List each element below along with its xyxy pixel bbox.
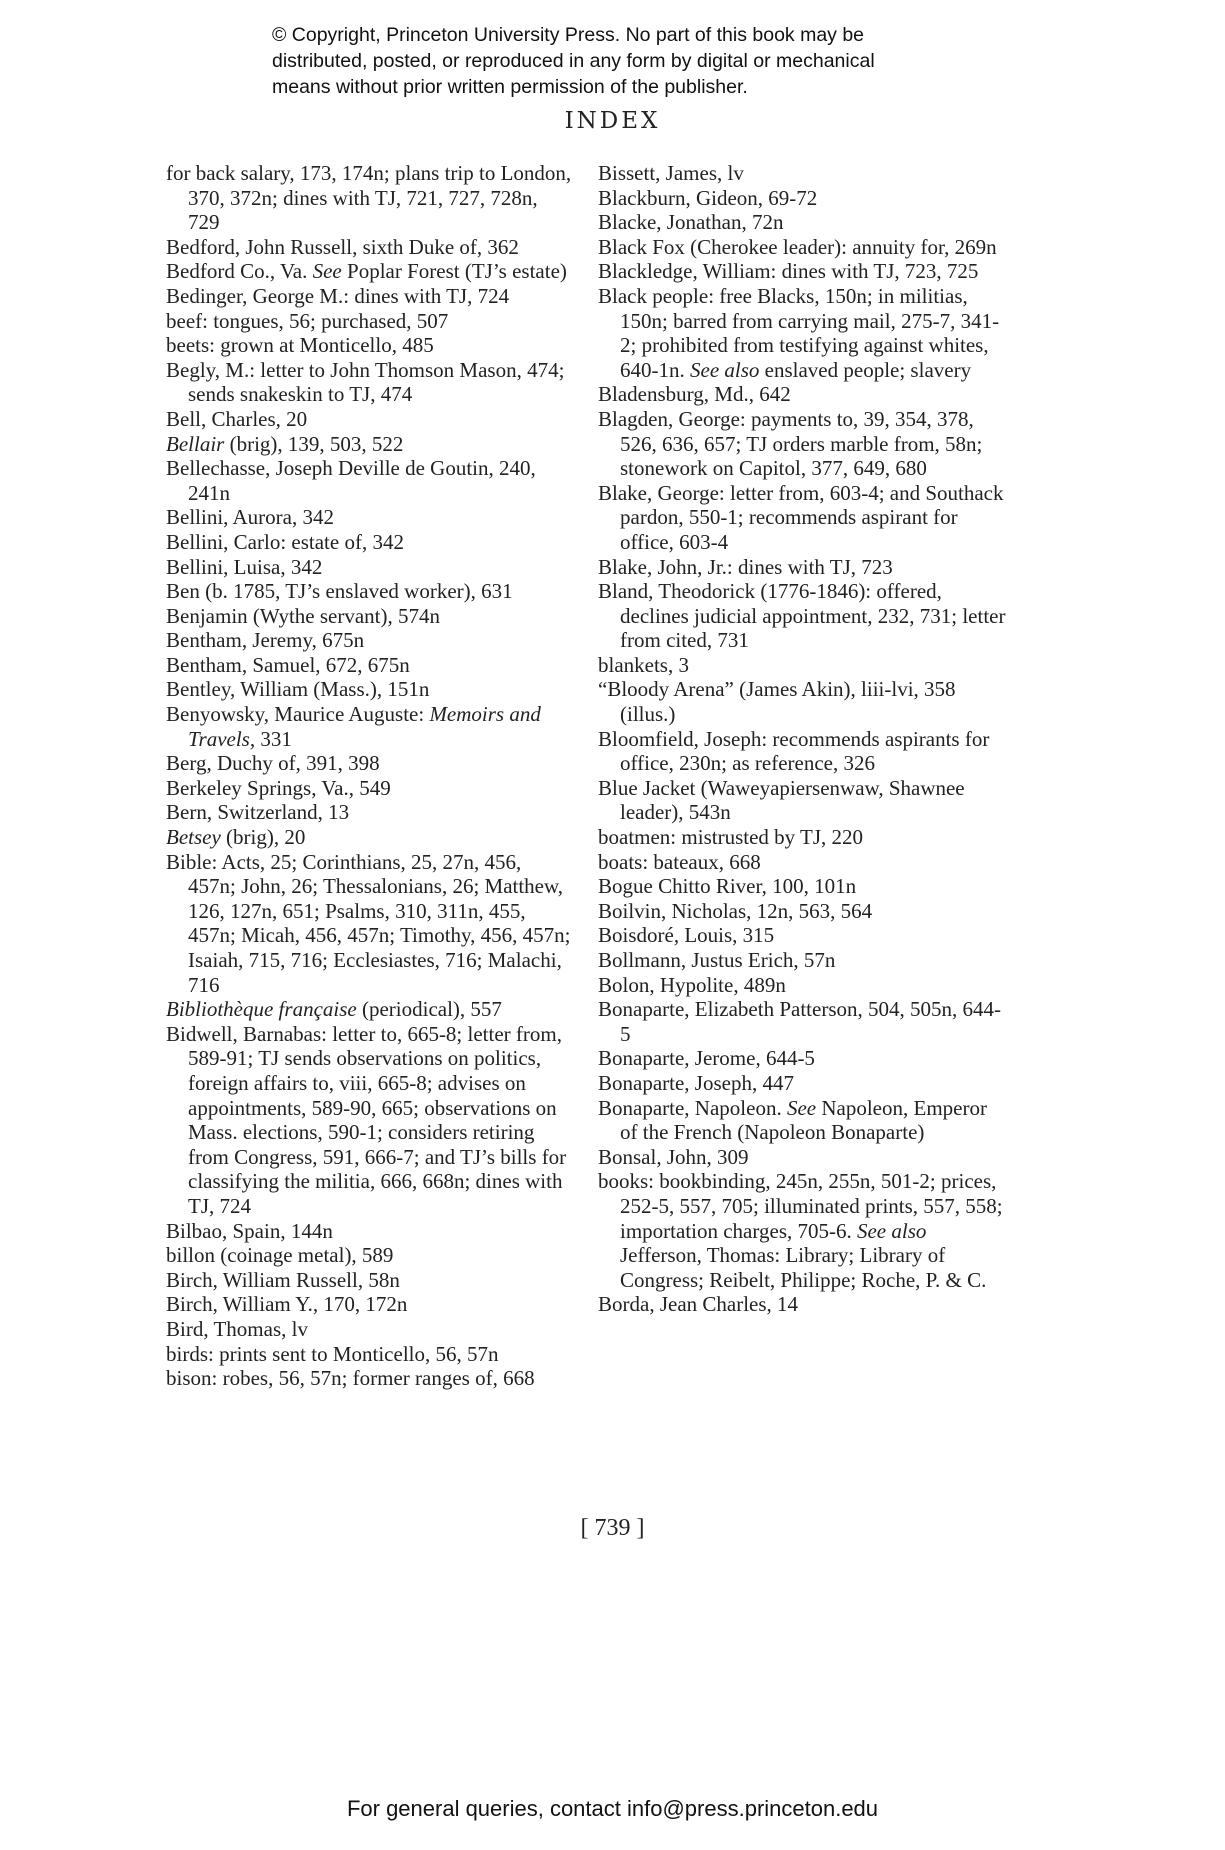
index-entry: Blake, John, Jr.: dines with TJ, 723 [598,554,893,579]
index-entry: Black Fox (Cherokee leader): annuity for, 269n [598,234,997,259]
index-entry: Benyowsky, Maurice Auguste: Memoirs and Travels, 331 [166,702,541,751]
index-entry: Bird, Thomas, lv [166,1316,308,1341]
index-entry: Bellair (brig), 139, 503, 522 [166,431,404,456]
italic-text: Bellair [166,431,225,456]
index-entry: Bilbao, Spain, 144n [166,1218,333,1243]
italic-text: Bibliothèque française [166,997,357,1022]
index-entry: Berg, Duchy of, 391, 398 [166,751,380,776]
copyright-notice [272,22,972,100]
index-entry: Bellini, Luisa, 342 [166,554,323,579]
italic-text: See also [690,357,760,382]
page-number: [ 739 ] [580,1515,645,1541]
index-entry: Ben (b. 1785, TJ’s enslaved worker), 631 [166,579,513,604]
index-entry: Blackburn, Gideon, 69-72 [598,185,818,210]
index-entry: Bentham, Samuel, 672, 675n [166,652,410,677]
index-entry: Bell, Charles, 20 [166,406,308,431]
index-entry: Bissett, James, lv [598,161,744,185]
index-entry: Bonsal, John, 309 [598,1144,749,1169]
index-entry: Birch, William Russell, 58n [166,1267,400,1292]
copyright-line: distributed, posted, or reproduced in any form by digital or mechanical [272,50,875,72]
index-entry: Bonaparte, Napoleon. See Napoleon, Emperor of the French (Napoleon Bonaparte) [598,1095,987,1145]
index-entry: Bedford Co., Va. See Poplar Forest (TJ’s estate) [166,259,567,284]
index-entry: Bellini, Carlo: estate of, 342 [166,529,404,554]
index-entry: Boilvin, Nicholas, 12n, 563, 564 [598,898,873,923]
index-entry: boatmen: mistrusted by TJ, 220 [598,825,864,850]
index-entry: Bible: Acts, 25; Corinthians, 25, 27n, 456, 457n; John, 26; Thessalonians, 26; Matthew, 126, 127n, 651; Psalms, 310, 311n, 455, 457n; Micah, 456, 457n; Timothy, 456, 457n; Isaiah, 715, 716; Ecclesiastes, 716; Malachi, 716 [166,849,571,997]
index-entry: Birch, William Y., 170, 172n [166,1292,408,1317]
index-entry: Bollmann, Justus Erich, 57n [598,948,836,972]
index-entry: Bloomfield, Joseph: recommends aspirants for office, 230n; as reference, 326 [598,726,990,776]
italic-text: See also [856,1218,927,1243]
index-entry: Bolon, Hypolite, 489n [598,972,786,997]
index-entry: “Bloody Arena” (James Akin), liii-lvi, 358 (illus.) [598,677,956,727]
index-entry: Bonaparte, Elizabeth Patterson, 504, 505n, 644-5 [598,997,1001,1046]
index-entry: Blackledge, William: dines with TJ, 723, 725 [598,259,979,284]
page-header: INDEX [564,108,661,134]
index-entry: Blue Jacket (Waweyapiersenwaw, Shawnee leader), 543n [598,775,965,825]
index-entry: Begly, M.: letter to John Thomson Mason, 474; sends snakeskin to TJ, 474 [166,357,565,407]
index-entry: Bedinger, George M.: dines with TJ, 724 [166,283,510,308]
index-entry: blankets, 3 [598,652,689,677]
index-entry: Bonaparte, Jerome, 644-5 [598,1046,815,1071]
italic-text: Memoirs and Travels, [188,702,541,751]
copyright-line: © Copyright, Princeton University Press. No part of this book may be [272,24,865,46]
index-entry: Bellechasse, Joseph Deville de Goutin, 240, 241n [166,456,536,505]
index-entry: Blagden, George: payments to, 39, 354, 378, 526, 636, 657; TJ orders marble from, 58n; stonework on Capitol, 377, 649, 680 [598,406,983,481]
index-entry: Blacke, Jonathan, 72n [598,210,784,235]
index-entry: Bern, Switzerland, 13 [166,800,350,825]
index-column-right [598,161,1006,1317]
index-entry: for back salary, 173, 174n; plans trip to London, 370, 372n; dines with TJ, 721, 727, 728n, 729 [166,161,572,235]
index-entry: birds: prints sent to Monticello, 56, 57n [166,1341,499,1366]
index-entry: boats: bateaux, 668 [598,849,761,874]
index-entry: Blake, George: letter from, 603-4; and Southack pardon, 550-1; recommends aspirant for office, 603-4 [598,480,1004,554]
index-entry: Bidwell, Barnabas: letter to, 665-8; letter from, 589-91; TJ sends observations on politics, foreign affairs to, viii, 665-8; advises on appointments, 589-90, 665; observations on Mass. elections, 590-1; considers retiring from Congress, 591, 666-7; and TJ’s bills for classifying the militia, 666, 668n; dines with TJ, 724 [166,1021,567,1218]
index-entry: Bentham, Jeremy, 675n [166,628,365,653]
index-entry: Bonaparte, Joseph, 447 [598,1070,794,1095]
index-entry: Bland, Theodorick (1776-1846): offered, declines judicial appointment, 232, 731; letter from cited, 731 [598,579,1006,653]
index-column-left [166,161,574,1391]
index-entry: Benjamin (Wythe servant), 574n [166,603,440,628]
index-entry: Bibliothèque française (periodical), 557 [166,997,502,1022]
index-entry: Bentley, William (Mass.), 151n [166,677,430,702]
index-entry: Bellini, Aurora, 342 [166,505,334,530]
index-entry: Bladensburg, Md., 642 [598,382,791,407]
footer-contact: For general queries, contact info@press.princeton.edu [346,1796,879,1821]
index-entry: Betsey (brig), 20 [166,825,306,850]
index-entry: books: bookbinding, 245n, 255n, 501-2; prices, 252-5, 557, 705; illuminated prints, 557, 558; importation charges, 705-6. See also Jefferson, Thomas: Library; Library of Congress; Reibelt, Philippe; Roche, P. & C. [598,1169,1003,1292]
index-entry: bison: robes, 56, 57n; former ranges of, 668 [166,1366,535,1391]
italic-text: See [312,259,342,284]
italic-text: Betsey [166,825,221,850]
index-entry: Black people: free Blacks, 150n; in militias, 150n; barred from carrying mail, 275-7, 341-2; prohibited from testifying against whites, 640-1n. See also enslaved people; slavery [598,283,1000,382]
index-entry: beef: tongues, 56; purchased, 507 [166,308,449,333]
index-entry: Berkeley Springs, Va., 549 [166,775,391,800]
index-entry: Bogue Chitto River, 100, 101n [598,874,857,899]
index-entry: Bedford, John Russell, sixth Duke of, 362 [166,234,519,259]
index-entry: billon (coinage metal), 589 [166,1243,394,1268]
copyright-line: means without prior written permission of the publisher. [272,76,748,98]
index-entry: Borda, Jean Charles, 14 [598,1292,799,1317]
index-entry: Boisdoré, Louis, 315 [598,923,775,948]
index-entry: beets: grown at Monticello, 485 [166,333,434,358]
italic-text: See [786,1095,817,1120]
